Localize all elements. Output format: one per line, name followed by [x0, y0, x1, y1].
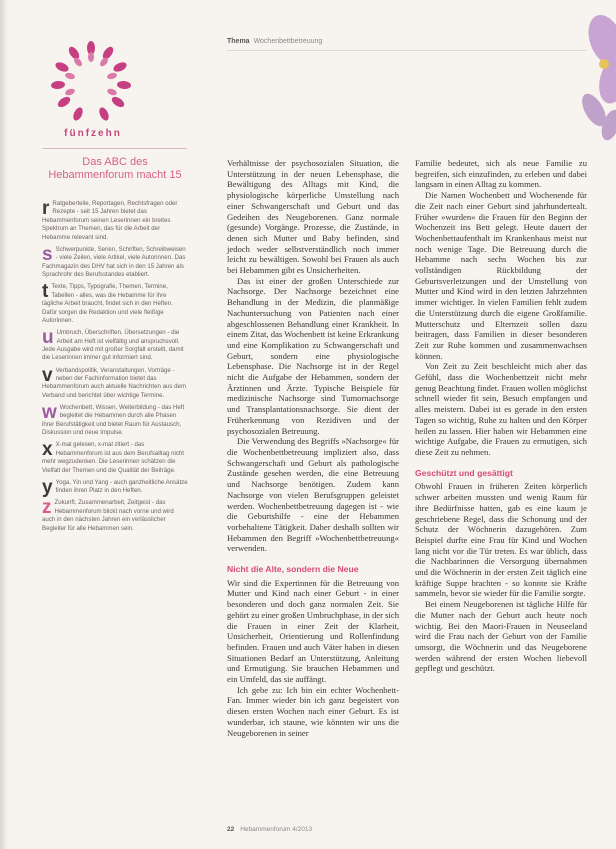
abc-letter: s [42, 243, 53, 265]
paragraph: Die Verwendung des Begriffs »Nachsorge« für die Wochenbettbetreuung impliziert also, dass Schwangerschaft und Geburt als pathologische Zustände gesehen werden, die eine Betreuung und Nachsorge benötigen. Zudem kann Nachsorge von vielen Berufsgruppen geleistet werden. Wochenbettbetreuung dagegen ist - wie die Geburtshilfe - eine der Hebammen vorbehaltene Tätigkeit. Daher deshalb sollten wir Hebammen den Begriff »Wochenbettbetreuung« verwenden. [227, 436, 399, 554]
abc-entry [42, 283, 188, 325]
abc-entry [42, 364, 188, 401]
abc-text: Umbruch, Überschriften, Übersetzungen - die Arbeit am Heft ist vielfältig und anspruchsvoll. Jede Ausgabe wird mit großer Sorgfalt erstellt, damit die Leserinnen immer gut informiert sind. [42, 329, 184, 362]
page-gutter-shadow [0, 0, 8, 849]
paragraph: Das ist einer der großen Unterschiede zur Nachsorge. Der Nachsorge bezeichnet eine Behandlung in der Medizin, die planmäßige Nachuntersuchung von Patienten nach einer abgeschlossenen Behandlung einer Krankheit. In einem Zitat, das Wochenbett ist keine Erkrankung und eine Komplikation zu Schwangerschaft und Geburt, sondern eine physiologische Lebensphase. Die Nachsorge ist in der Regel nicht die Aufgabe der Hebammen, sondern der Ärztinnen und Ärzte. Typische Beispiele für medizinische Nachsorge sind Tumornachsorge und Transplantationsnachsorge. Sie dient der Früherkennung von Rezidiven und der psychosozialen Betreuung. [227, 275, 399, 436]
paragraph: Verhältnisse der psychosozialen Situation, die Unterstützung in der neuen Lebensphase, die Bewältigung des Alltags mit Kind, die physiologische körperliche Umstellung nach einer Schwangerschaft und Geburt und das Gedeihen des Neugeborenen. Ganz normale (gesunde) Vorgänge. Prozesse, die Zustände, in denen sich Mutter und Baby befinden, sind jedoch weder selbstverständlich noch immer leicht zu bewältigen. Sowohl bei Frauen als auch bei Hebammen gibt es Unsicherheiten. [227, 158, 399, 276]
abc-entry [42, 200, 188, 242]
sidebar-title: Das ABC des Hebammenforum macht 15 [48, 156, 182, 181]
abc-text: Zukunft, Zusammenarbeit, Zeitgeist - das Hebammenforum blickt nach vorne und wird auch in den nächsten Jahren ein verlässlicher Begleiter für alle Hebammen sein. [42, 499, 174, 532]
paragraph: Von Zeit zu Zeit beschleicht mich aber das Gefühl, dass die Wochenbettzeit nicht mehr genug Beachtung findet. Frauen wollen möglichst schnell wieder fit sein, Besuch empfangen und alles meistern. Dabei ist es gerade in den ersten Tagen so wichtig, Ruhe zu halten und den Körper heilen zu lassen. Hier haben wir Hebammen eine wichtige Aufgabe, die Frauen zu ermutigen, sich diese Zeit zu nehmen. [415, 361, 587, 457]
header-label: Thema [227, 38, 250, 45]
paragraph: Die Namen Wochenbett und Wochenende für die Zeit nach einer Geburt sind jahrhundertealt. Früher »wurden« die Frauen für den Beginn der Wochenzeit ins Bett gelegt. Heute dauert der Wochenbettaufenthalt im Krankenhaus meist nur noch wenige Tage. Die Betreuung durch die Hebamme nach sechs Wochen bis zur vollständigen Rückbildung der Geburtsverletzungen und der Umstellung von Mutter und Kind wird in den letzten Jahrzehnten immer wichtiger. In vielen Familien fehlt zudem die Unterstützung durch die eigene Großfamilie. Mutterschutz und Elternzeit sollen dazu beitragen, dass Familien in dieser besonderen Zeit zur Ruhe kommen und zusammenwachsen können. [415, 190, 587, 361]
paragraph: Bei einem Neugeborenen ist tägliche Hilfe für die Mutter nach der Geburt auch heute noch wichtig. Bei den Maori-Frauen in Neuseeland wird die Frau nach der Geburt von der Familie umsorgt, die Wöchnerin und das Neugeborene werden während der ersten Wochen liebevoll gepflegt und geschützt. [415, 599, 587, 674]
abc-text: Texte, Tipps, Typografie, Themen, Termine, Tabellen - alles, was die Hebamme für ihre tägliche Arbeit braucht, findet sich in den Heften. Dafür sorgen die Redaktion und viele fleißige Autorinnen. [42, 283, 173, 325]
subheading: Nicht die Alte, sondern die Neue [227, 564, 359, 575]
abc-letter: w [42, 401, 57, 423]
subheading: Geschützt und gesättigt [415, 467, 513, 478]
paragraph: Obwohl Frauen in früheren Zeiten körperlich schwer arbeiten mussten und wenig Raum für ihre Bedürfnisse hatten, gab es eine kaum je geschriebene Regel, dass die Schonung und der Schutz der Wöchnerin dazugehören. Zum Beispiel durfte eine Frau für Kind und Wochen lang nicht vor die Tür treten. Es war üblich, dass die Nachbarinnen die Versorgung übernahmen und die Wöchnerin in der ersten Zeit täglich eine kräftige Suppe brachten - so konnte sie Kräfte sammeln, bevor sie wieder für die Familie sorgte. [415, 481, 587, 599]
abc-entry [42, 329, 188, 363]
abc-text: Yoga, Yin und Yang - auch ganzheitliche Ansätze finden ihren Platz in den Heften. [55, 478, 188, 495]
paragraph: Wir sind die Expertinnen für die Betreuung von Mutter und Kind nach einer Geburt - in einer besonderen und doch ganz normalen Zeit. Sie gehört zu einer großen Umbruchphase, in der sich die Frauen in einer Zeit der Klarheit, Unsicherheit, Orientierung und Rollenfindung befinden. Frauen und auch Väter haben in diesen Situationen Bedarf an Unterstützung, Anleitung und Ermutigung. Sie brauchen Hebammen und ein Umfeld, das sie auffängt. [227, 577, 399, 685]
abc-text: X-mal gelesen, x-mal zitiert - das Hebammenforum ist aus dem Berufsalltag nicht mehr wegzudenken. Die Leserinnen schätzen die Vielfalt der Themen und die Qualität der Beiträge. [42, 441, 184, 474]
sidebar-abc-list [42, 200, 188, 537]
divider [42, 148, 187, 149]
section-header [227, 38, 322, 45]
abc-entry [42, 243, 188, 280]
abc-text: Schwerpunkte, Serien, Schriften, Schreibweisen - viele Zeilen, viele Artikel, viele Autorinnen. Das Fachmagazin des DHV hat sich in den 15 Jahren als Sprachrohr des Berufsstandes etabliert. [42, 245, 186, 279]
wreath-logo-icon [48, 40, 134, 126]
page-number: 22 [227, 826, 235, 833]
brand-name: fünfzehn [64, 128, 122, 139]
paragraph: Familie bedeutet, sich als neue Familie zu begreifen, sich einzufinden, zu erleben und dabei langsam in einen Alltag zu kommen. [415, 158, 587, 190]
journal-name: Hebammenforum 4/2013 [240, 826, 313, 833]
abc-letter: u [42, 327, 54, 349]
abc-text: Ratgeberteile, Reportagen, Rechtsfragen oder Rezepte - seit 15 Jahren bietet das Hebammenforum seinen Leserinnen ein breites Spektrum an Themen, das für die Arbeit der Hebamme relevant sind. [42, 200, 178, 241]
article-column-2 [415, 158, 587, 674]
header-topic: Wochenbettbetreuung [253, 38, 323, 45]
abc-letter: z [42, 497, 52, 519]
flower-decoration-icon [556, 0, 616, 160]
abc-entry [42, 499, 188, 533]
abc-entry [42, 476, 188, 498]
header-divider [227, 50, 587, 51]
page-footer [227, 826, 312, 833]
abc-letter: x [42, 439, 53, 461]
abc-letter: t [42, 281, 49, 303]
abc-letter: r [42, 198, 50, 219]
abc-text: Wochenbett, Wissen, Weiterbildung - das Heft begleitet die Hebammen durch alle Phasen ihrer Berufstätigkeit und bietet Raum für Austausch, Diskussion und neue Impulse. [42, 403, 185, 437]
abc-entry [42, 441, 188, 475]
abc-letter: y [42, 476, 53, 498]
article-column-1 [227, 158, 399, 738]
abc-letter: v [42, 364, 53, 386]
abc-entry [42, 401, 188, 438]
abc-text: Verbandspolitik, Veranstaltungen, Vorträge - neben der Fachinformation bietet das Hebammenforum auch aktuelle Nachrichten aus dem Verband und berichtet über wichtige Termine. [42, 366, 186, 399]
paragraph: Ich gebe zu: Ich bin ein echter Wochenbett-Fan. Immer wieder bin ich ganz begeistert von diesen ersten Wochen nach einer Geburt. Es ist wunderbar, ich staune, wie könnten wir uns die Neugeborenen in seiner [227, 684, 399, 738]
